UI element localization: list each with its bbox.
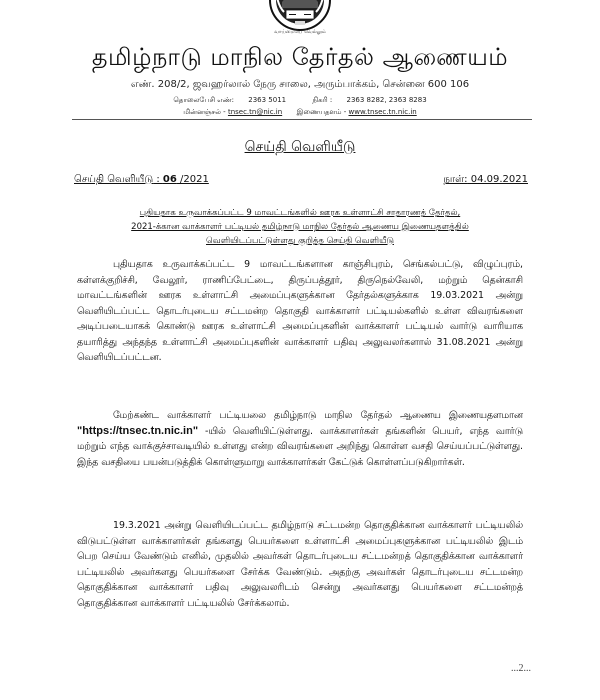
header-divider <box>72 119 532 120</box>
email-link[interactable]: tnsec.tn@nic.in <box>227 108 283 116</box>
date-value: 04.09.2021 <box>467 174 528 185</box>
emblem-motto: வாய்மையே வெல்லும் <box>274 29 326 35</box>
release-year: /2021 <box>176 174 209 185</box>
fax-info <box>306 96 432 104</box>
phone-info <box>167 96 292 104</box>
date-label: நாள்: <box>443 174 468 185</box>
paragraph-2-text-before: மேற்கண்ட வாக்காளர் பட்டியலை தமிழ்நாடு மாநில தேர்தல் ஆணைய இணையதளமான <box>113 410 523 421</box>
subject-line: வெளியிடப்பட்டுள்ளது குறித்த செய்தி வெளியீடு <box>206 236 394 246</box>
organization-name: தமிழ்நாடு மாநில தேர்தல் ஆணையம் <box>91 43 509 71</box>
paragraph-2 <box>77 408 523 470</box>
release-label: செய்தி வெளியீடு <box>74 174 154 185</box>
release-separator: : <box>153 174 163 185</box>
press-release-heading: செய்தி வெளியீடு <box>244 139 356 155</box>
website-url: "https://tnsec.tn.nic.in" <box>77 424 199 437</box>
organization-address: எண். 208/2, ஜவஹர்லால் நேரு சாலை, அரும்பாக்கம், சென்னை 600 106 <box>130 79 470 90</box>
phone-number: 2363 5011 <box>248 96 287 104</box>
fax-label: நிகரி : <box>312 96 333 104</box>
contact-line <box>0 108 600 117</box>
fax-number: 2363 8282, 2363 8283 <box>346 96 427 104</box>
phone-line <box>0 96 600 105</box>
email-label: மின்னஞ்சல் - <box>183 108 226 116</box>
paragraph-2-text-after: -யில் வெளியிட்டுள்ளது. வாக்காளர்கள் தங்களின் பெயர், எந்த வார்டு மற்றும் எந்த வாக்குச்சாவடியில் உள்ளது என்ற விவரங்களை அறிந்து கொள்ள வசதி செய்யப்பட்டுள்ளது. இந்த வசதியை பயன்படுத்திக் கொள்ளுமாறு வாக்காளர்கள் கேட்டுக் கொள்ளப்படுகிறார்கள். <box>77 425 523 468</box>
release-number <box>74 174 209 186</box>
release-date <box>444 174 528 186</box>
website-label: இணையதளம் - <box>296 108 347 116</box>
subject-line: புதியதாக உருவாக்கப்பட்ட 9 மாவட்டங்களில் ஊரக உள்ளாட்சி சாதாரணத் தேர்தல், <box>139 208 461 218</box>
phone-label: தொலைபேசி எண்: <box>173 96 235 104</box>
paragraph-1: புதியதாக உருவாக்கப்பட்ட 9 மாவட்டங்களான காஞ்சிபுரம், செங்கல்பட்டு, விழுப்புரம், கள்ளக்குறிச்சி, வேலூர், ராணிப்பேட்டை, திருப்பத்தூர், திருநெல்வேலி, மற்றும் தென்காசி மாவட்டங்களின் ஊரக உள்ளாட்சி அமைப்புகளுக்கான தேர்தல்களுக்காக 19.03.2021 அன்று வெளியிடப்பட்ட தொடர்புடைய சட்டமன்ற தொகுதி வாக்காளர் பட்டியல்களில் உள்ள விவரங்களை அடிப்படையாகக் கொண்டு ஊரக உள்ளாட்சி அமைப்புகளின் வாக்காளர் பட்டியல் வார்டு வாரியாக தயாரித்து அந்தந்த உள்ளாட்சி அமைப்புகளின் வாக்காளர் பதிவு அலுவலர்களால் 31.08.2021 அன்று வெளியிடப்பட்டன. <box>77 259 523 363</box>
website-link[interactable]: www.tnsec.tn.nic.in <box>348 108 417 116</box>
page-indicator: ...2... <box>511 663 531 674</box>
paragraph-3: 19.3.2021 அன்று வெளியிடப்பட்ட தமிழ்நாடு சட்டமன்ற தொகுதிக்கான வாக்காளர் பட்டியலில் விடுபட்டுள்ள வாக்காளர்கள் தங்களது பெயர்களை உள்ளாட்சி அமைப்புகளுக்கான பட்டியலில் இடம் பெற செய்ய வேண்டும் எனில், முதலில் அவர்கள் தொடர்புடைய சட்டமன்றத் தொகுதிக்கான வாக்காளர் பட்டியலில் அவர்களது பெயர்களை சேர்க்க வேண்டும். அதற்கு அவர்கள் தொடர்புடைய சட்டமன்ற தொகுதிக்கான வாக்காளர் பதிவு அலுவலரிடம் சென்று அவர்களது பெயர்களை சட்டமன்றத் தொகுதிக்கான வாக்காளர் பட்டியலில் சேர்க்கலாம். <box>77 520 523 609</box>
release-number-value: 06 <box>162 174 177 185</box>
subject-line: 2021-க்கான வாக்காளர் பட்டியல் தமிழ்நாடு மாநில தேர்தல் ஆணைய இணையதளத்தில் <box>131 222 469 232</box>
subject <box>80 206 520 248</box>
